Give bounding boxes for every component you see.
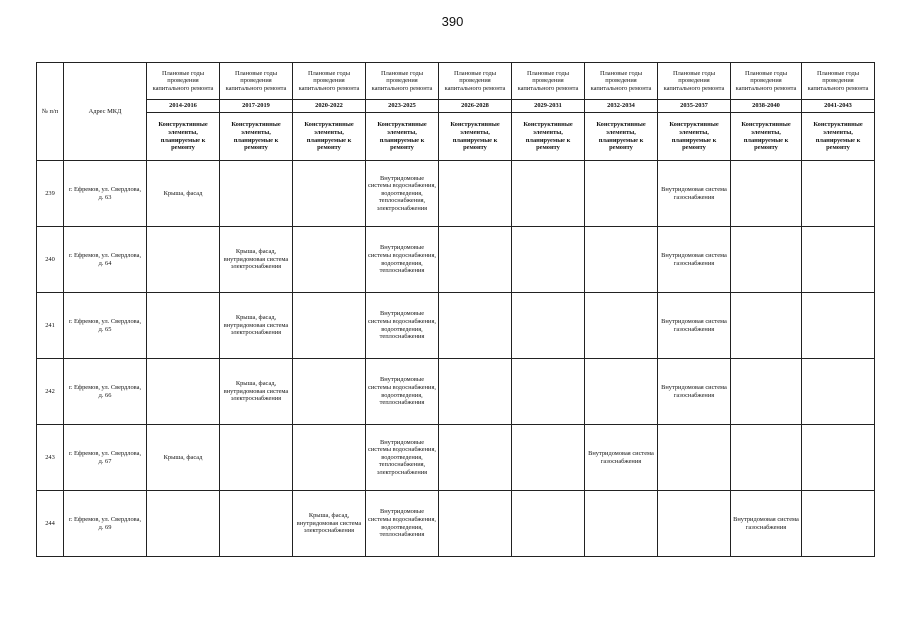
row-address: г. Ефремов, ул. Свердлова, д. 67 xyxy=(64,425,147,491)
row-cell xyxy=(731,161,802,227)
header-period-sub: Конструктивные элементы, планируемые к ремонту xyxy=(585,113,658,161)
row-cell: Внутридомовые системы водоснабжения, водоотведения, теплоснабжения xyxy=(366,491,439,557)
header-period-title: Плановые годы проведения капитального ремонта xyxy=(585,63,658,100)
row-cell xyxy=(585,491,658,557)
header-address: Адрес МКД xyxy=(64,63,147,161)
header-period-sub: Конструктивные элементы, планируемые к ремонту xyxy=(439,113,512,161)
row-cell xyxy=(512,293,585,359)
header-period-title: Плановые годы проведения капитального ремонта xyxy=(512,63,585,100)
table-row xyxy=(37,491,875,557)
header-period-sub: Конструктивные элементы, планируемые к ремонту xyxy=(802,113,875,161)
header-period-years: 2017-2019 xyxy=(220,100,293,113)
table-row xyxy=(37,359,875,425)
table-row xyxy=(37,161,875,227)
row-cell xyxy=(147,293,220,359)
row-cell xyxy=(147,227,220,293)
header-period-title: Плановые годы проведения капитального ремонта xyxy=(658,63,731,100)
row-cell: Крыша, фасад, внутридомовая система электроснабжения xyxy=(220,227,293,293)
header-period-years: 2026-2028 xyxy=(439,100,512,113)
header-period-years: 2029-2031 xyxy=(512,100,585,113)
row-number: 243 xyxy=(37,425,64,491)
row-cell xyxy=(512,491,585,557)
header-num: № п/п xyxy=(37,63,64,161)
row-cell xyxy=(439,293,512,359)
row-cell: Внутридомовая система газоснабжения xyxy=(585,425,658,491)
row-cell xyxy=(731,425,802,491)
row-cell: Внутридомовые системы водоснабжения, водоотведения, теплоснабжения, электроснабжения xyxy=(366,161,439,227)
row-cell xyxy=(293,161,366,227)
row-cell xyxy=(512,161,585,227)
header-period-years: 2014-2016 xyxy=(147,100,220,113)
header-period-title: Плановые годы проведения капитального ремонта xyxy=(439,63,512,100)
header-period-sub: Конструктивные элементы, планируемые к ремонту xyxy=(147,113,220,161)
row-cell: Внутридомовые системы водоснабжения, водоотведения, теплоснабжения xyxy=(366,293,439,359)
row-address: г. Ефремов, ул. Свердлова, д. 66 xyxy=(64,359,147,425)
header-period-sub: Конструктивные элементы, планируемые к ремонту xyxy=(366,113,439,161)
row-cell xyxy=(731,227,802,293)
row-cell: Внутридомовая система газоснабжения xyxy=(658,161,731,227)
header-period-title: Плановые годы проведения капитального ремонта xyxy=(220,63,293,100)
header-period-title: Плановые годы проведения капитального ремонта xyxy=(366,63,439,100)
row-cell xyxy=(439,161,512,227)
row-cell: Внутридомовая система газоснабжения xyxy=(658,359,731,425)
table-row xyxy=(37,425,875,491)
row-cell xyxy=(585,293,658,359)
row-cell xyxy=(293,227,366,293)
header-period-title: Плановые годы проведения капитального ремонта xyxy=(731,63,802,100)
header-period-title: Плановые годы проведения капитального ремонта xyxy=(802,63,875,100)
row-cell: Крыша, фасад xyxy=(147,425,220,491)
header-period-sub: Конструктивные элементы, планируемые к ремонту xyxy=(293,113,366,161)
header-period-years: 2038-2040 xyxy=(731,100,802,113)
row-cell xyxy=(293,359,366,425)
row-cell xyxy=(802,227,875,293)
row-cell xyxy=(220,425,293,491)
header-period-years: 2041-2043 xyxy=(802,100,875,113)
row-cell xyxy=(658,491,731,557)
row-number: 239 xyxy=(37,161,64,227)
header-period-years: 2035-2037 xyxy=(658,100,731,113)
row-cell xyxy=(439,359,512,425)
row-cell xyxy=(512,227,585,293)
row-cell xyxy=(658,425,731,491)
header-period-sub: Конструктивные элементы, планируемые к ремонту xyxy=(512,113,585,161)
row-cell xyxy=(802,491,875,557)
row-cell xyxy=(512,425,585,491)
row-cell: Крыша, фасад, внутридомовая система электроснабжения xyxy=(220,359,293,425)
row-cell xyxy=(439,227,512,293)
row-address: г. Ефремов, ул. Свердлова, д. 64 xyxy=(64,227,147,293)
row-number: 241 xyxy=(37,293,64,359)
row-cell xyxy=(220,491,293,557)
row-number: 242 xyxy=(37,359,64,425)
row-cell xyxy=(293,425,366,491)
row-address: г. Ефремов, ул. Свердлова, д. 63 xyxy=(64,161,147,227)
header-period-years: 2020-2022 xyxy=(293,100,366,113)
row-cell xyxy=(220,161,293,227)
header-period-years: 2023-2025 xyxy=(366,100,439,113)
row-number: 240 xyxy=(37,227,64,293)
row-cell xyxy=(147,491,220,557)
row-cell: Внутридомовые системы водоснабжения, водоотведения, теплоснабжения xyxy=(366,359,439,425)
header-period-title: Плановые годы проведения капитального ремонта xyxy=(293,63,366,100)
row-cell: Крыша, фасад, внутридомовая система электроснабжения xyxy=(220,293,293,359)
row-cell xyxy=(802,293,875,359)
row-cell: Крыша, фасад xyxy=(147,161,220,227)
row-cell xyxy=(731,293,802,359)
row-cell: Внутридомовая система газоснабжения xyxy=(731,491,802,557)
table-row xyxy=(37,227,875,293)
header-period-sub: Конструктивные элементы, планируемые к ремонту xyxy=(731,113,802,161)
row-cell xyxy=(439,425,512,491)
row-cell xyxy=(731,359,802,425)
row-cell xyxy=(802,359,875,425)
row-cell xyxy=(802,161,875,227)
row-cell xyxy=(293,293,366,359)
row-cell: Крыша, фасад, внутридомовая система электроснабжения xyxy=(293,491,366,557)
header-period-sub: Конструктивные элементы, планируемые к ремонту xyxy=(658,113,731,161)
row-address: г. Ефремов, ул. Свердлова, д. 65 xyxy=(64,293,147,359)
capital-repair-plan-table xyxy=(36,62,875,557)
row-cell: Внутридомовые системы водоснабжения, водоотведения, теплоснабжения, электроснабжения xyxy=(366,425,439,491)
row-cell xyxy=(585,359,658,425)
table-row xyxy=(37,293,875,359)
row-cell xyxy=(147,359,220,425)
header-period-sub: Конструктивные элементы, планируемые к ремонту xyxy=(220,113,293,161)
page-number: 390 xyxy=(441,14,464,29)
row-cell: Внутридомовые системы водоснабжения, водоотведения, теплоснабжения xyxy=(366,227,439,293)
row-cell xyxy=(802,425,875,491)
row-address: г. Ефремов, ул. Свердлова, д. 69 xyxy=(64,491,147,557)
row-number: 244 xyxy=(37,491,64,557)
row-cell xyxy=(512,359,585,425)
row-cell xyxy=(585,227,658,293)
row-cell xyxy=(585,161,658,227)
header-period-years: 2032-2034 xyxy=(585,100,658,113)
row-cell: Внутридомовая система газоснабжения xyxy=(658,227,731,293)
row-cell xyxy=(439,491,512,557)
header-period-title: Плановые годы проведения капитального ремонта xyxy=(147,63,220,100)
row-cell: Внутридомовая система газоснабжения xyxy=(658,293,731,359)
